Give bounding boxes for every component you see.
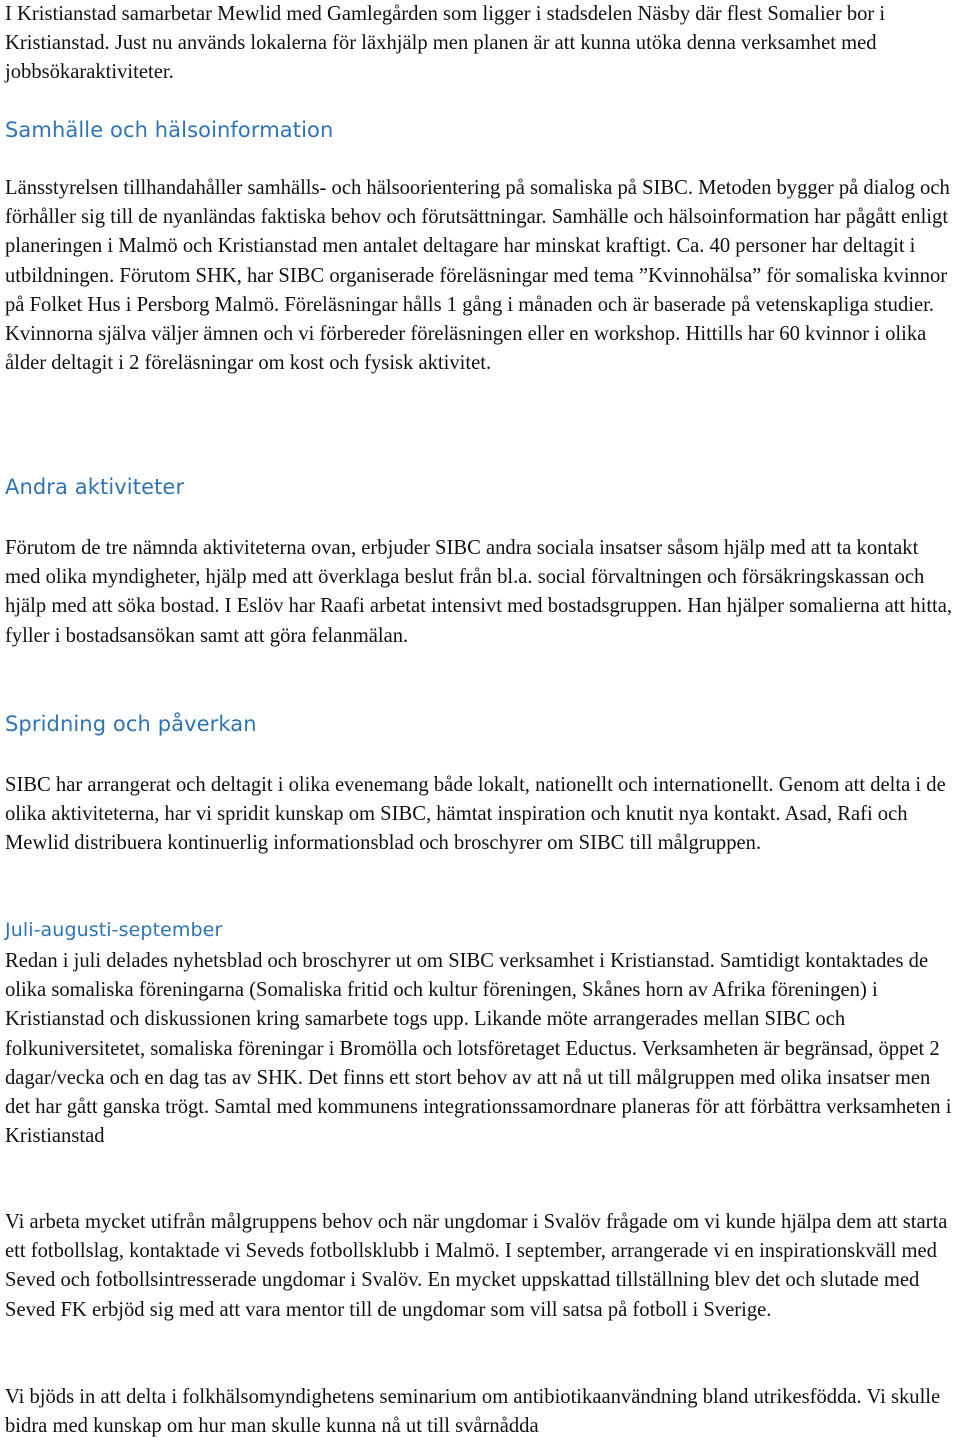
seminarium-paragraph: Vi bjöds in att delta i folkhälsomyndighetens seminarium om antibiotikaanvändning bland utrikesfödda. Vi skulle bidra med kunskap om hur man skulle kunna nå ut till svårnådda bbox=[5, 1386, 941, 1438]
section-heading-juli-augusti-september: Juli-augusti-september bbox=[5, 919, 223, 941]
intro-paragraph: I Kristianstad samarbetar Mewlid med Gamlegården som ligger i stadsdelen Näsby där flest Somalier bor i Kristianstad. Just nu används lokalerna för läxhjälp men planen är att kunna utöka denna verksamhet med jobbsökaraktiviteter. bbox=[5, 3, 886, 84]
section-heading-andra-aktiviteter: Andra aktiviteter bbox=[5, 475, 185, 499]
section-heading-spridning: Spridning och påverkan bbox=[5, 712, 257, 736]
andra-aktiviteter-paragraph: Förutom de tre nämnda aktiviteterna ovan, erbjuder SIBC andra sociala insatser såsom hjälp med att ta kontakt med olika myndigheter, hjälp med att överklaga beslut från bl.a. social förvaltningen och försäkringskassan och hjälp med att söka bostad. I Eslöv har Raafi arbetat intensivt med bostadsgruppen. Han hjälper somalierna att hitta, fyller i bostadsansökan samt att göra felanmälan. bbox=[5, 537, 953, 647]
spridning-paragraph: SIBC har arrangerat och deltagit i olika evenemang både lokalt, nationellt och internationellt. Genom att delta i de olika aktiviteterna, har vi spridit kunskap om SIBC, hämtat inspiration och knutit nya kontakt. Asad, Rafi och Mewlid distribuera kontinuerlig informationsblad och broschyrer om SIBC till målgruppen. bbox=[5, 774, 946, 855]
samhalle-paragraph: Länsstyrelsen tillhandahåller samhälls- och hälsoorientering på somaliska på SIBC. Metoden bygger på dialog och förhåller sig till de nyanländas faktiska behov och förutsättningar. Samhälle och hälsoinformation har pågått enligt planeringen i Malmö och Kristianstad men antalet deltagare har minskat kraftigt. Ca. 40 personer har deltagit i utbildningen. Förutom SHK, har SIBC organiserade föreläsningar med tema ”Kvinnohälsa” för somaliska kvinnor på Folket Hus i Persborg Malmö. Föreläsningar hålls 1 gång i månaden och är baserade på vetenskapliga studier. Kvinnorna själva väljer ämnen och vi förbereder föreläsningen eller en workshop. Hittills har 60 kvinnor i olika ålder deltagit i 2 föreläsningar om kost och fysisk aktivitet. bbox=[5, 177, 950, 375]
section-heading-samhalle: Samhälle och hälsoinformation bbox=[5, 118, 334, 142]
juli-paragraph: Redan i juli delades nyhetsblad och broschyrer ut om SIBC verksamhet i Kristianstad. Samtidigt kontaktades de olika somaliska föreningarna (Somaliska fritid och kultur föreningen, Skånes horn av Afrika föreningen) i Kristianstad och diskussionen kring samarbete togs upp. Likande möte arrangerades mellan SIBC och folkuniversitetet, somaliska föreningar i Bromölla och lotsföretaget Eductus. Verksamheten är begränsad, öppet 2 dagar/vecka och en dag tas av SHK. Det finns ett stort behov av att nå ut till målgruppen med olika insatser men det har gått ganska trögt. Samtal med kommunens integrationssamordnare planeras för att förbättra verksamheten i Kristianstad bbox=[5, 950, 952, 1148]
svalov-paragraph: Vi arbeta mycket utifrån målgruppens behov och när ungdomar i Svalöv frågade om vi kunde hjälpa dem att starta ett fotbollslag, kontaktade vi Seveds fotbollsklubb i Malmö. I september, arrangerade vi en inspirationskväll med Seved och fotbollsintresserade ungdomar i Svalöv. En mycket uppskattad tillställning blev det och slutade med Seved FK erbjöd sig med att vara mentor till de ungdomar som vill satsa på fotboll i Sverige. bbox=[5, 1211, 948, 1321]
